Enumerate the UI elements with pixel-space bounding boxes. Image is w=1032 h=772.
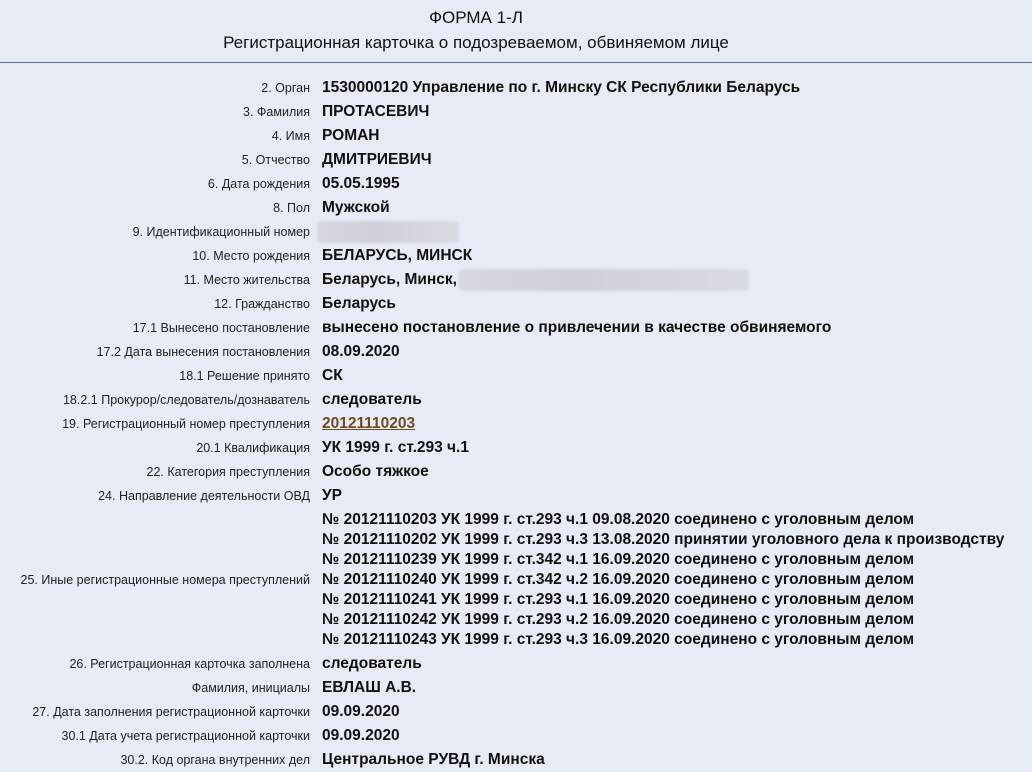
field-label: 17.1 Вынесено постановление	[132, 321, 310, 335]
row-other-numbers	[0, 508, 1032, 652]
field-label: 27. Дата заполнения регистрационной карточки	[32, 705, 310, 719]
field-label: 22. Категория преступления	[146, 465, 310, 479]
row-crime-number	[0, 412, 1032, 436]
field-label: 25. Иные регистрационные номера преступлений	[20, 573, 310, 587]
list-item: № 20121110202 УК 1999 г. ст.293 ч.3 13.08.2020 принятии уголовного дела к производству	[322, 531, 1005, 548]
field-label: 10. Место рождения	[192, 249, 310, 263]
field-value: следователь	[322, 391, 422, 408]
crime-number-link[interactable]: 20121110203	[322, 415, 416, 432]
row-registration-date	[0, 724, 1032, 748]
field-label: 30.2. Код органа внутренних дел	[120, 753, 310, 767]
field-value: 09.09.2020	[322, 703, 400, 720]
field-value	[322, 269, 749, 291]
field-value	[322, 221, 459, 243]
list-item: № 20121110242 УК 1999 г. ст.293 ч.2 16.09.2020 соединено с уголовным делом	[322, 611, 915, 628]
field-label: Фамилия, инициалы	[191, 681, 310, 695]
field-label: 12. Гражданство	[214, 297, 310, 311]
field-value: Беларусь	[322, 295, 396, 312]
registration-card	[0, 76, 1032, 772]
row-name	[0, 124, 1032, 148]
row-investigator	[0, 388, 1032, 412]
row-birth-date	[0, 172, 1032, 196]
row-resolution	[0, 316, 1032, 340]
field-label: 3. Фамилия	[243, 105, 310, 119]
field-label: 6. Дата рождения	[207, 177, 310, 191]
field-value: Центральное РУВД г. Минска	[322, 751, 545, 768]
field-value	[322, 415, 415, 433]
form-subtitle: Регистрационная карточка о подозреваемом, обвиняемом лице	[223, 33, 729, 52]
field-value: БЕЛАРУСЬ, МИНСК	[322, 247, 473, 264]
redacted-blur	[459, 269, 749, 291]
field-value: 09.09.2020	[322, 727, 400, 744]
row-ovd-direction	[0, 484, 1032, 508]
field-value: вынесено постановление о привлечении в качестве обвиняемого	[322, 319, 832, 336]
field-label: 9. Идентификационный номер	[132, 225, 310, 239]
row-organ	[0, 76, 1032, 100]
field-label: 18.1 Решение принято	[179, 369, 310, 383]
field-value: ЕВЛАШ А.В.	[322, 679, 417, 696]
field-value: РОМАН	[322, 127, 380, 144]
row-resolution-date	[0, 340, 1032, 364]
field-value: 1530000120 Управление по г. Минску СК Республики Беларусь	[322, 79, 801, 96]
row-ovd-code	[0, 748, 1032, 772]
row-residence	[0, 268, 1032, 292]
field-label: 11. Место жительства	[183, 273, 310, 287]
field-value: Особо тяжкое	[322, 463, 429, 480]
field-label: 26. Регистрационная карточка заполнена	[69, 657, 310, 671]
row-card-filled-by	[0, 652, 1032, 676]
field-value: Мужской	[322, 199, 390, 216]
field-value: следователь	[322, 655, 422, 672]
field-label: 24. Направление деятельности ОВД	[98, 489, 310, 503]
row-citizenship	[0, 292, 1032, 316]
field-value: ПРОТАСЕВИЧ	[322, 103, 430, 120]
row-patronymic	[0, 148, 1032, 172]
list-item: № 20121110239 УК 1999 г. ст.342 ч.1 16.09.2020 соединено с уголовным делом	[322, 551, 915, 568]
field-value: 05.05.1995	[322, 175, 400, 192]
row-birth-place	[0, 244, 1032, 268]
row-fill-date	[0, 700, 1032, 724]
form-title: ФОРМА 1-Л	[429, 8, 523, 27]
list-item: № 20121110243 УК 1999 г. ст.293 ч.3 16.09.2020 соединено с уголовным делом	[322, 631, 915, 648]
row-decision	[0, 364, 1032, 388]
field-label: 5. Отчество	[241, 153, 310, 167]
field-value: 08.09.2020	[322, 343, 400, 360]
row-gender	[0, 196, 1032, 220]
row-id-number	[0, 220, 1032, 244]
row-qualification	[0, 436, 1032, 460]
list-item: № 20121110240 УК 1999 г. ст.342 ч.2 16.09.2020 соединено с уголовным делом	[322, 571, 915, 588]
field-label: 4. Имя	[271, 129, 310, 143]
row-filler-name	[0, 676, 1032, 700]
field-value: СК	[322, 367, 343, 384]
other-numbers-list	[322, 510, 1004, 650]
field-value: ДМИТРИЕВИЧ	[322, 151, 432, 168]
field-label: 8. Пол	[273, 201, 310, 215]
field-label: 19. Регистрационный номер преступления	[62, 417, 310, 431]
redacted-blur	[317, 221, 459, 243]
field-label: 17.2 Дата вынесения постановления	[96, 345, 310, 359]
row-surname	[0, 100, 1032, 124]
field-label: 20.1 Квалификация	[196, 441, 310, 455]
list-item: № 20121110203 УК 1999 г. ст.293 ч.1 09.08.2020 соединено с уголовным делом	[322, 511, 915, 528]
field-label: 30.1 Дата учета регистрационной карточки	[61, 729, 310, 743]
field-label: 18.2.1 Прокурор/следователь/дознаватель	[62, 393, 310, 407]
row-crime-category	[0, 460, 1032, 484]
field-value: УК 1999 г. ст.293 ч.1	[322, 439, 469, 456]
list-item: № 20121110241 УК 1999 г. ст.293 ч.1 16.09.2020 соединено с уголовным делом	[322, 591, 915, 608]
residence-text: Беларусь, Минск,	[322, 271, 457, 288]
field-label: 2. Орган	[261, 81, 310, 95]
form-header	[0, 0, 1032, 63]
field-value: УР	[322, 487, 342, 504]
